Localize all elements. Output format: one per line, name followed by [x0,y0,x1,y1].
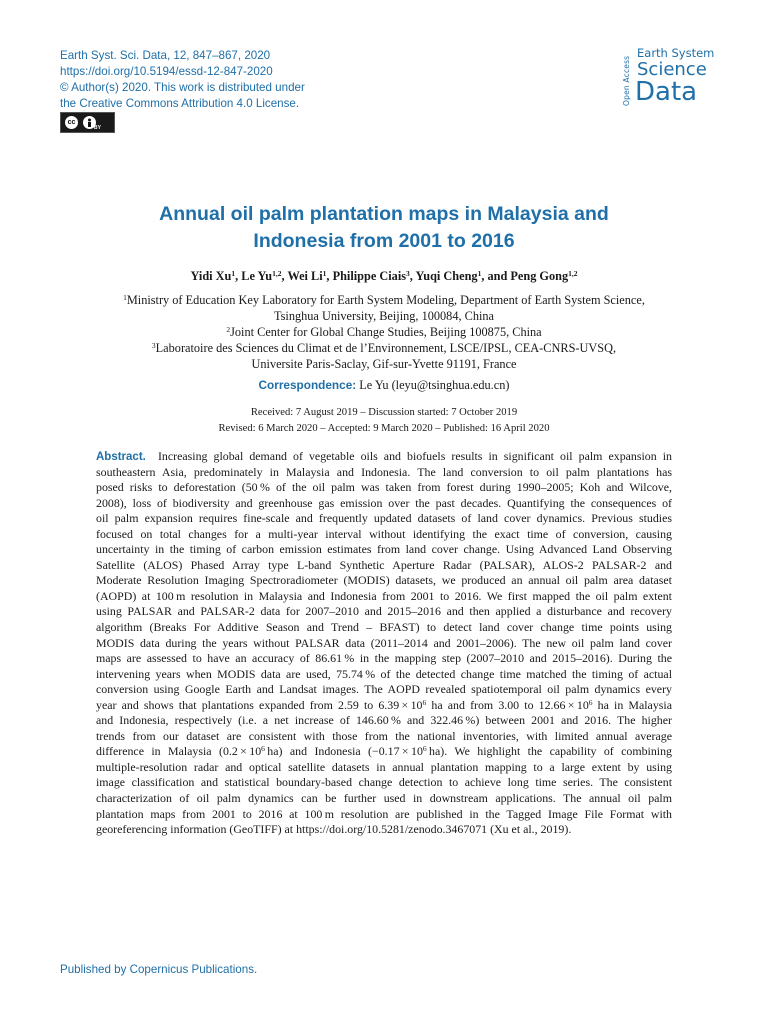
affiliation-2: $^2$Joint Center for Global Change Studies, Beijing 100875, China [226,325,542,339]
cc-by-license-badge[interactable] [60,112,115,133]
dates-line-1: Received: 7 August 2019 – Discussion started: 7 October 2019 [250,407,518,418]
abstract-line: oil palm expansion requires fine-scale and frequently updated datasets of land cover dynamics. Previous studies [96,511,672,526]
abstract-line: focused on total changes for a multi-year interval without identifying the exact time of conversion, causing [96,526,672,541]
journal-logo[interactable] [622,46,722,110]
citation: Earth Syst. Sci. Data, 12, 847–867, 2020 [60,49,271,62]
abstract-line: MODIS data during the years without PALSAR data (2011–2014 and 2001–2006). The new oil palm land cover [96,635,672,650]
author: Philippe Ciais$^3$, [332,269,416,283]
abstract-line: algorithm (Breaks For Additive Season and Trend – BFAST) to detect land cover change time points using [96,620,672,635]
correspondence-label: Correspondence: [258,378,357,392]
author: Yidi Xu$^1$, [190,269,242,283]
logo-line-science: Science [637,59,707,80]
author-list [60,269,708,284]
correspondence [60,378,708,393]
affiliation-1: $^1$Ministry of Education Key Laboratory for Earth System Modeling, Department of Earth System Science, [123,293,645,307]
abstract-line: year and shows that plantations expanded from 2.59 to $6.39 \times 10^6$ ha and from 3.00 to $12.66 \times 10^6$ ha in Malaysia [96,697,672,712]
license-link[interactable]: the Creative Commons Attribution 4.0 License. [60,97,300,110]
affiliation-1-cont: Tsinghua University, Beijing, 100084, China [273,309,494,323]
correspondence-text[interactable]: Le Yu (leyu@tsinghua.edu.cn) [359,378,510,392]
open-access-label: Open Access [622,55,631,106]
abstract-line: and Indonesia, respectively (i.e. a net increase of 146.60 % and 322.46 %) between 2001 and 2016. The higher [96,713,672,728]
abstract-line: 2008), loss of biodiversity and greenhouse gas emission over the past decades. Quantifying the consequences of [96,495,672,510]
abstract-line: uncertainty in the timing of carbon emission estimates from land cover change. Using Advanced Land Observing [96,542,672,557]
logo-line-earth-system: Earth System [637,46,715,60]
abstract-line: posed risks to deforestation (50 % of the oil palm was taken from forest during 1990–2005; Koh and Wilcove, [96,480,672,495]
dates-line-2: Revised: 6 March 2020 – Accepted: 9 March 2020 – Published: 16 April 2020 [218,423,550,434]
author: Peng Gong$^{1,2}$ [510,269,578,283]
affiliation-3: $^3$Laboratoire des Sciences du Climat et de l’Environnement, LSCE/IPSL, CEA-CNRS-UVSQ, [151,341,617,355]
paper-title [80,201,688,255]
affiliations [60,292,708,372]
article-metadata [60,48,390,112]
abstract-line: multiple-resolution radar and optical satellite datasets in annual plantation mapping to a large extent by using [96,759,672,774]
abstract-line: maps are assessed to have an accuracy of 86.61 % in the mapping step (2007–2010 and 2015–2016). During the [96,651,672,666]
publisher-footer[interactable]: Published by Copernicus Publications. [60,963,258,976]
logo-line-data: Data [635,77,698,107]
author: Le Yu$^{1,2}$, [241,269,288,283]
publication-dates [60,405,708,437]
abstract-line: trends from our dataset are consistent with those from the national inventories, with limited annual average [96,728,672,743]
abstract-line: Abstract. Increasing global demand of vegetable oils and biofuels results in significant oil palm expansion in [96,449,672,463]
abstract-line: Satellite (ALOS) Phased Array type L-band Synthetic Aperture Radar (PALSAR), ALOS-2 PALSAR-2 and [96,557,672,572]
copyright-notice: © Author(s) 2020. This work is distributed under [60,81,305,94]
title-line-1: Annual oil palm plantation maps in Malaysia and [159,203,609,225]
abstract-line: plantation maps from 2001 to 2016 at 100 m resolution are published in the Tagged Image File Format with [96,806,672,821]
abstract-label: Abstract. [96,451,146,463]
author: Yuqi Cheng$^1$, and [415,269,511,283]
title-line-2: Indonesia from 2001 to 2016 [253,230,515,252]
abstract-line: southeastern Asia, predominately in Malaysia and Indonesia. The land conversion to oil palm plantations has [96,464,672,479]
abstract-line: characterization of oil palm dynamics can be further used in downstream applications. The annual oil palm [96,791,672,806]
author: Wei Li$^1$, [287,269,333,283]
doi-link[interactable]: https://doi.org/10.5194/essd-12-847-2020 [60,65,273,78]
abstract-line: difference in Malaysia ($0.2 \times 10^6$ ha) and Indonesia ($-0.17 \times 10^6$ ha). We highlight the capability of combining [96,744,673,759]
abstract-line: using PALSAR and PALSAR-2 data for 2007–2010 and 2015–2016 and then applied a disturbance and recovery [96,604,672,619]
abstract-line: (AOPD) at 100 m resolution in Malaysia and Indonesia from 2001 to 2016. We first mapped the oil palm extent [96,588,672,603]
abstract-line: georeferencing information (GeoTIFF) at https://doi.org/10.5281/zenodo.3467071 (Xu et al., 2019). [96,822,572,837]
abstract-line: Moderate Resolution Imaging Spectroradiometer (MODIS) datasets, we produced an annual oil palm area dataset [96,573,672,588]
abstract-line: image classification and statistical boundary-based change detection to achieve long time series. The consistent [96,775,672,790]
abstract [96,449,672,838]
abstract-line: intervening years when MODIS data are used, 75.74 % of the detected change time matched the timing of actual [96,666,672,681]
affiliation-3-cont: Universite Paris-Saclay, Gif-sur-Yvette 91191, France [251,357,517,371]
by-label: BY [94,125,101,131]
cc-icon: cc [64,115,79,130]
abstract-line: conversion using Google Earth and Landsat images. The AOPD revealed spatiotemporal oil palm dynamics every [96,682,672,697]
